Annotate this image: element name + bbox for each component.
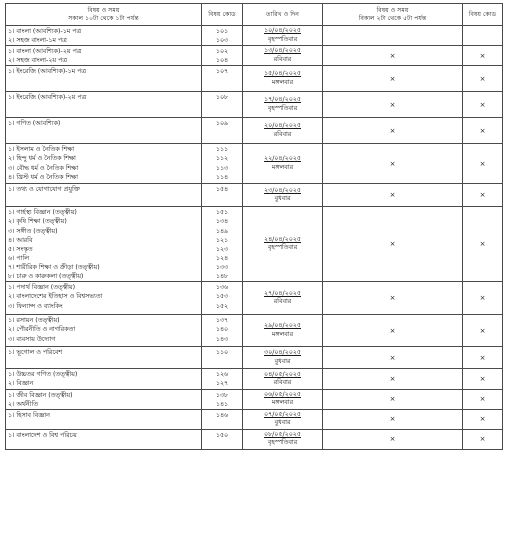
subject-name: ১। জীব বিজ্ঞান (তত্ত্বীয়) bbox=[8, 391, 73, 399]
subject-code-cell bbox=[202, 118, 243, 144]
afternoon-subject-cell: × bbox=[323, 282, 463, 315]
exam-day: বৃহস্পতিবার bbox=[267, 439, 298, 447]
subject-name: ১। পদার্থ বিজ্ঞান (তত্ত্বীয়) bbox=[8, 284, 76, 292]
afternoon-code-cell: × bbox=[463, 66, 503, 92]
subject-code-cell bbox=[202, 184, 243, 207]
subject-code: ১৩৬ bbox=[215, 284, 229, 292]
subject-name: ১। হিসাব বিজ্ঞান bbox=[8, 411, 50, 419]
exam-row bbox=[6, 46, 503, 66]
header-afternoon-session-label: বিকাল ২টা থেকে ৫টা পর্যন্ত bbox=[358, 14, 427, 22]
subject-name: ৮। চারু ও কারুকলা (তত্ত্বীয়) bbox=[8, 273, 84, 281]
exam-day: মঙ্গলবার bbox=[271, 330, 294, 338]
subject-code-cell bbox=[202, 389, 243, 409]
exam-day: রবিবার bbox=[273, 55, 292, 63]
subject-code: ১৫৩ bbox=[215, 293, 229, 301]
subject-cell bbox=[6, 347, 202, 369]
subject-code: ১০৩ bbox=[215, 37, 229, 45]
exam-row bbox=[6, 389, 503, 409]
subject-code: ১৪৩ bbox=[215, 335, 229, 343]
exam-day: বৃহস্পতিবার bbox=[267, 104, 298, 112]
subject-code: ১৪৮ bbox=[215, 273, 229, 281]
afternoon-code-cell: × bbox=[463, 184, 503, 207]
subject-name: ২। সহজ বাংলা-১ম পত্র bbox=[8, 37, 67, 45]
subject-code-cell bbox=[202, 26, 243, 46]
subject-name: ১। বাংলা (আবশ্যিক)-২য় পত্র bbox=[8, 48, 82, 56]
subject-code: ১০৪ bbox=[215, 57, 229, 65]
exam-date: ১০/০৪/২০২৫ bbox=[264, 27, 301, 35]
subject-code: ১২৬ bbox=[215, 371, 229, 379]
subject-code: ১৪৬ bbox=[215, 411, 229, 419]
date-day-cell bbox=[243, 46, 323, 66]
subject-name: ৫। সংস্কৃত bbox=[8, 245, 33, 253]
exam-date: ২২/০৪/২০২৫ bbox=[264, 155, 301, 163]
exam-row bbox=[6, 92, 503, 118]
subject-name: ৩। সঙ্গীত (তত্ত্বীয়) bbox=[8, 227, 58, 235]
exam-day: বৃহস্পতিবার bbox=[267, 35, 298, 43]
exam-row bbox=[6, 369, 503, 389]
exam-row bbox=[6, 118, 503, 144]
subject-code: ১০৮ bbox=[215, 94, 229, 102]
afternoon-code-cell: × bbox=[463, 347, 503, 369]
exam-date: ০৬/০৫/২০২৫ bbox=[264, 390, 301, 398]
exam-date: ০৪/০৫/২০২৫ bbox=[264, 370, 301, 378]
afternoon-code-cell: × bbox=[463, 389, 503, 409]
exam-day: বুধবার bbox=[274, 195, 291, 203]
afternoon-code-cell: × bbox=[463, 144, 503, 184]
subject-name: ৩। ব্যবসায় উদ্যোগ bbox=[8, 335, 56, 343]
exam-date: ১৫/০৪/২০২৫ bbox=[264, 70, 301, 78]
date-day-cell bbox=[243, 92, 323, 118]
date-day-cell bbox=[243, 409, 323, 429]
subject-code: ১৪১ bbox=[215, 400, 229, 408]
exam-day: রবিবার bbox=[273, 130, 292, 138]
subject-code: ১০২ bbox=[215, 48, 229, 56]
afternoon-code-cell: × bbox=[463, 282, 503, 315]
exam-row bbox=[6, 409, 503, 429]
subject-name: ১। ভূগোল ও পরিবেশ bbox=[8, 349, 63, 357]
afternoon-code-cell: × bbox=[463, 207, 503, 282]
header-morning-session-label: সকাল ১০টা থেকে ১টা পর্যন্ত bbox=[68, 14, 139, 22]
subject-code-cell bbox=[202, 282, 243, 315]
afternoon-code-cell: × bbox=[463, 429, 503, 449]
exam-day: রবিবার bbox=[273, 298, 292, 306]
subject-code: ১৩৪ bbox=[215, 218, 229, 226]
subject-code-cell bbox=[202, 46, 243, 66]
subject-name: ৬। পালি bbox=[8, 254, 29, 262]
subject-name: ১। তথ্য ও যোগাযোগ প্রযুক্তি bbox=[8, 186, 80, 194]
subject-code-cell bbox=[202, 315, 243, 347]
date-day-cell bbox=[243, 26, 323, 46]
date-day-cell bbox=[243, 429, 323, 449]
subject-code: ১৩৮ bbox=[215, 391, 229, 399]
exam-schedule-table bbox=[5, 3, 503, 450]
subject-cell bbox=[6, 389, 202, 409]
subject-code: ১২৩ bbox=[215, 245, 229, 253]
subject-cell bbox=[6, 409, 202, 429]
afternoon-subject-cell bbox=[323, 26, 463, 46]
exam-date: ০৭/০৫/২০২৫ bbox=[264, 410, 301, 418]
exam-row bbox=[6, 66, 503, 92]
exam-schedule-sheet bbox=[5, 3, 503, 450]
exam-date: ০৮/০৫/২০২৫ bbox=[264, 430, 301, 438]
subject-name: ২। পৌরনীতি ও নাগরিকতা bbox=[8, 326, 76, 334]
header-subject-code-2: বিষয় কোড bbox=[463, 4, 503, 26]
exam-day: বুধবার bbox=[274, 419, 291, 427]
subject-cell bbox=[6, 184, 202, 207]
exam-row bbox=[6, 429, 503, 449]
exam-row bbox=[6, 315, 503, 347]
date-day-cell bbox=[243, 207, 323, 282]
subject-name: ১। বাংলাদেশ ও বিশ্ব পরিচয় bbox=[8, 431, 77, 439]
date-day-cell bbox=[243, 369, 323, 389]
subject-code: ১৪০ bbox=[215, 326, 229, 334]
header-row bbox=[6, 4, 503, 26]
exam-date: ২০/০৪/২০২৫ bbox=[264, 122, 301, 130]
header-subject-time-label: বিষয় ও সময় bbox=[87, 7, 120, 15]
afternoon-code-cell: × bbox=[463, 46, 503, 66]
exam-date: ২৪/০৪/২০২৫ bbox=[264, 235, 301, 243]
header-morning-subject bbox=[6, 4, 202, 26]
subject-cell bbox=[6, 207, 202, 282]
subject-name: ১। বাংলা (আবশ্যিক)-১ম পত্র bbox=[8, 28, 82, 35]
header-afternoon-subject bbox=[323, 4, 463, 26]
exam-row bbox=[6, 282, 503, 315]
subject-code: ১৫১ bbox=[215, 209, 229, 217]
subject-code-cell bbox=[202, 369, 243, 389]
subject-code: ১১০ bbox=[215, 349, 229, 357]
subject-cell bbox=[6, 369, 202, 389]
subject-name: ১। গার্হস্থ্য বিজ্ঞান (তত্ত্বীয়) bbox=[8, 209, 77, 217]
subject-code-cell bbox=[202, 409, 243, 429]
exam-date: ২৯/০৪/২০২৫ bbox=[264, 322, 301, 330]
afternoon-code-cell: × bbox=[463, 118, 503, 144]
afternoon-code-cell: × bbox=[463, 92, 503, 118]
exam-date: ১৩/০৪/২০২৫ bbox=[264, 47, 301, 55]
subject-name: ২। কৃষি শিক্ষা (তত্ত্বীয়) bbox=[8, 218, 67, 226]
subject-cell bbox=[6, 282, 202, 315]
afternoon-code-cell: × bbox=[463, 315, 503, 347]
date-day-cell bbox=[243, 347, 323, 369]
subject-cell bbox=[6, 46, 202, 66]
exam-row bbox=[6, 347, 503, 369]
subject-name: ১। ইংরেজি (আবশ্যিক)-২য় পত্র bbox=[8, 94, 87, 102]
exam-row bbox=[6, 26, 503, 46]
subject-code-cell bbox=[202, 347, 243, 369]
exam-day: বৃহস্পতিবার bbox=[267, 244, 298, 252]
subject-name: ২। সহজ বাংলা-২য় পত্র bbox=[8, 57, 67, 65]
date-day-cell bbox=[243, 66, 323, 92]
exam-rows bbox=[6, 26, 503, 450]
afternoon-subject-cell: × bbox=[323, 66, 463, 92]
subject-name: ১। গণিত (আবশ্যিক) bbox=[8, 120, 61, 128]
afternoon-subject-cell: × bbox=[323, 389, 463, 409]
subject-cell bbox=[6, 144, 202, 184]
exam-day: মঙ্গলবার bbox=[271, 78, 294, 86]
afternoon-code-cell: × bbox=[463, 409, 503, 429]
exam-day: মঙ্গলবার bbox=[271, 163, 294, 171]
header-subject-time-label-2: বিষয় ও সময় bbox=[376, 7, 409, 15]
subject-code: ১১২ bbox=[215, 155, 229, 163]
date-day-cell bbox=[243, 184, 323, 207]
afternoon-subject-cell: × bbox=[323, 118, 463, 144]
subject-code: ১১৪ bbox=[215, 173, 229, 181]
subject-name: ১। রসায়ন (তত্ত্বীয়) bbox=[8, 317, 60, 325]
subject-code: ১১১ bbox=[215, 146, 229, 154]
subject-cell bbox=[6, 429, 202, 449]
afternoon-subject-cell: × bbox=[323, 92, 463, 118]
exam-day: রবিবার bbox=[273, 378, 292, 386]
subject-code: ১২১ bbox=[215, 236, 229, 244]
subject-name: ১। উচ্চতর গণিত (তত্ত্বীয়) bbox=[8, 371, 78, 379]
subject-name: ৭। শারীরিক শিক্ষা ও ক্রীড়া (তত্ত্বীয়) bbox=[8, 263, 100, 271]
exam-row bbox=[6, 207, 503, 282]
exam-row bbox=[6, 144, 503, 184]
subject-code: ১৪৯ bbox=[215, 227, 229, 235]
exam-day: মঙ্গলবার bbox=[271, 399, 294, 407]
subject-code-cell bbox=[202, 207, 243, 282]
subject-code: ১০৭ bbox=[215, 68, 229, 76]
subject-name: ৩। বৌদ্ধ ধর্ম ও নৈতিক শিক্ষা bbox=[8, 164, 79, 172]
afternoon-code-cell bbox=[463, 26, 503, 46]
subject-cell bbox=[6, 92, 202, 118]
subject-name: ৪। খ্রিস্ট ধর্ম ও নৈতিক শিক্ষা bbox=[8, 173, 78, 181]
subject-code-cell bbox=[202, 144, 243, 184]
date-day-cell bbox=[243, 389, 323, 409]
subject-name: ২। বাংলাদেশের ইতিহাস ও বিশ্বসভ্যতা bbox=[8, 293, 103, 301]
afternoon-subject-cell: × bbox=[323, 409, 463, 429]
afternoon-subject-cell: × bbox=[323, 347, 463, 369]
subject-name: ২। অর্থনীতি bbox=[8, 400, 38, 408]
date-day-cell bbox=[243, 282, 323, 315]
subject-code: ১৫২ bbox=[215, 302, 229, 310]
subject-code: ১২৭ bbox=[215, 380, 229, 388]
exam-row bbox=[6, 184, 503, 207]
subject-code: ১১৩ bbox=[215, 164, 229, 172]
afternoon-subject-cell: × bbox=[323, 315, 463, 347]
subject-code-cell bbox=[202, 66, 243, 92]
subject-code-cell bbox=[202, 429, 243, 449]
afternoon-subject-cell: × bbox=[323, 184, 463, 207]
subject-cell bbox=[6, 118, 202, 144]
subject-code: ১৫০ bbox=[215, 431, 229, 439]
exam-day: বুধবার bbox=[274, 357, 291, 365]
subject-code: ১০১ bbox=[215, 28, 229, 35]
subject-cell bbox=[6, 315, 202, 347]
afternoon-subject-cell: × bbox=[323, 207, 463, 282]
afternoon-code-cell: × bbox=[463, 369, 503, 389]
exam-date: ২৩/০৪/২০২৫ bbox=[264, 186, 301, 194]
subject-code: ১৩৩ bbox=[215, 263, 229, 271]
subject-code: ১২৪ bbox=[215, 254, 229, 262]
subject-cell bbox=[6, 26, 202, 46]
header-subject-code: বিষয় কোড bbox=[202, 4, 243, 26]
exam-date: ১৭/০৪/২০২৫ bbox=[264, 96, 301, 104]
date-day-cell bbox=[243, 118, 323, 144]
date-day-cell bbox=[243, 144, 323, 184]
date-day-cell bbox=[243, 315, 323, 347]
subject-code: ১৩৭ bbox=[215, 317, 229, 325]
subject-name: ১। ইসলাম ও নৈতিক শিক্ষা bbox=[8, 146, 75, 154]
subject-cell bbox=[6, 66, 202, 92]
subject-name: ৩। ফিন্যান্স ও ব্যাংকিং bbox=[8, 302, 63, 310]
subject-name: ২। হিন্দু ধর্ম ও নৈতিক শিক্ষা bbox=[8, 155, 76, 163]
afternoon-subject-cell: × bbox=[323, 429, 463, 449]
subject-name: ৪। আরবি bbox=[8, 236, 33, 244]
afternoon-subject-cell: × bbox=[323, 144, 463, 184]
exam-date: ৩০/০৪/২০২৫ bbox=[264, 349, 301, 357]
afternoon-subject-cell: × bbox=[323, 46, 463, 66]
header-date-day: তারিখ ও দিন bbox=[243, 4, 323, 26]
exam-date: ২৭/০৪/২০২৫ bbox=[264, 289, 301, 297]
subject-name: ২। বিজ্ঞান bbox=[8, 380, 34, 388]
afternoon-subject-cell: × bbox=[323, 369, 463, 389]
subject-code-cell bbox=[202, 92, 243, 118]
subject-code: ১০৯ bbox=[215, 120, 229, 128]
subject-name: ১। ইংরেজি (আবশ্যিক)-১ম পত্র bbox=[8, 68, 87, 76]
subject-code: ১৫৪ bbox=[215, 186, 229, 194]
